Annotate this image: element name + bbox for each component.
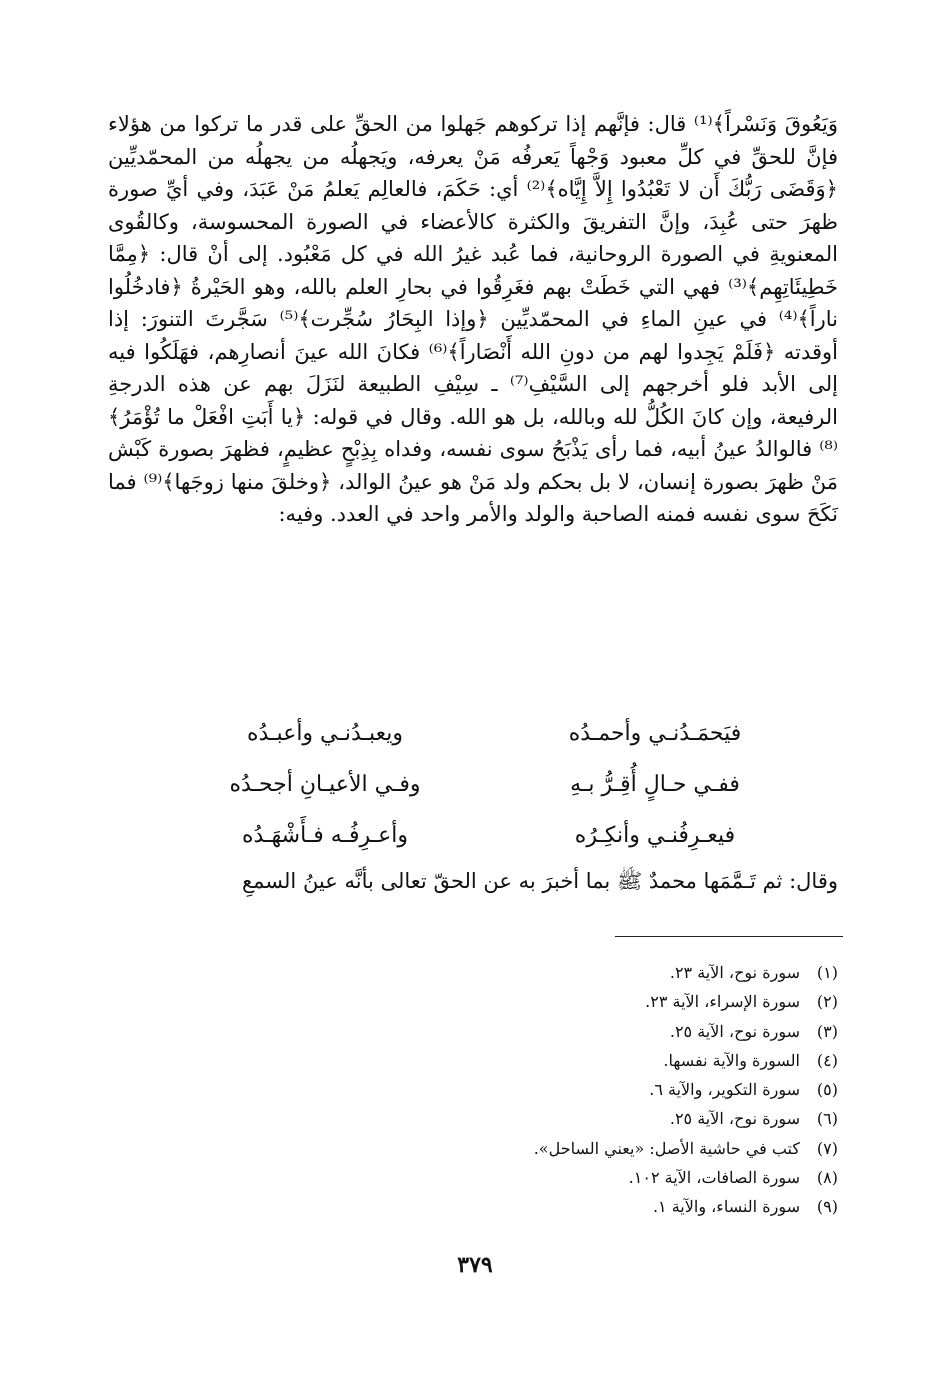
footnote-item xyxy=(238,987,838,1016)
footnote-item xyxy=(238,1192,838,1221)
main-text xyxy=(108,108,838,531)
footnote-number: (٥) xyxy=(816,1080,838,1100)
footnotes xyxy=(238,958,838,1222)
footnote-text: سورة التكوير، والآية ٦. xyxy=(649,1080,800,1100)
verse-line xyxy=(180,708,800,759)
verse-first-hemistich: ففـي حـالٍ أُقِـرُّ بـهِ xyxy=(570,772,740,797)
main-paragraph: وَيَعُوقَ وَنَسْراً﴾⁽¹⁾ قال: فإنَّهم إذا تركوهم جَهلوا من الحقِّ على قدر ما تركوا من هؤلاء فإنَّ للحقِّ في كلِّ معبود وَجْهاً يَعرفُه مَنْ يعرفه، ويَجهلُه من يجهلُه من المحمّديِّين ﴿وَقَضَى رَبُّكَ أَن لا تَعْبُدُوا إِلاَّ إِيَّاه﴾⁽²⁾ أي: حَكَمَ، فالعالِم يَعلمُ مَنْ عَبَدَ، وفي أيِّ صورة ظهرَ حتى عُبِدَ، وإنَّ التفريقَ والكثرة كالأعضاء في الصورة المحسوسة، وكالقُوى المعنويةِ في الصورة الروحانية، فما عُبد غيرُ الله في كل مَعْبُود. إلى أنْ قال: ﴿مِمَّا خَطِيئَاتِهِم﴾⁽³⁾ فهي التي خَطَتْ بهم فغَرِقُوا في بحارِ العلم بالله، وهو الحَيْرةُ ﴿فادخُلُوا ناراً﴾⁽⁴⁾ في عينِ الماءِ في المحمّديِّين ﴿وإذا البِحَارُ سُجِّرت﴾⁽⁵⁾ سَجَّرتَ التنورَ: إذا أوقدته ﴿فَلَمْ يَجِدوا لهم من دونِ الله أَنْصَاراً﴾⁽⁶⁾ فكانَ الله عينَ أنصارِهم، فهَلَكُوا فيه إلى الأبد فلو أخرجهم إلى السَّيْفِ⁽⁷⁾ ـ سِيْفِ الطبيعة لنَزَلَ بهم عن هذه الدرجةِ الرفيعة، وإن كانَ الكُلُّ لله وبالله، بل هو الله. وقال في قوله: ﴿يا أَبَتِ افْعَلْ ما تُؤْمَرُ﴾⁽⁸⁾ فالوالدُ عينُ أبيه، فما رأى يَذْبَحُ سوى نفسه، وفداه بِذِبْحٍ عظيمٍ، فظهرَ بصورة كَبْش مَنْ ظهرَ بصورة إنسان، لا بل بحكم ولد مَنْ هو عينُ الوالد، ﴿وخلقَ منها زوجَها﴾⁽⁹⁾ فما نَكَحَ سوى نفسه فمنه الصاحبة والولد والأمر واحد في العدد. وفيه: xyxy=(108,112,838,526)
footnote-number: (٢) xyxy=(816,992,838,1012)
verse-second-hemistich: وأعـرِفُـه فـأَشْهَـدُه xyxy=(242,823,408,848)
footnote-number: (٦) xyxy=(816,1109,838,1129)
verse-first-hemistich: فيعـرِفُنـي وأنكِـرُه xyxy=(574,823,736,848)
verse-line xyxy=(180,810,800,861)
footnote-item xyxy=(238,1163,838,1192)
verse-line xyxy=(180,759,800,810)
footnote-number: (٩) xyxy=(816,1197,838,1217)
footnote-item xyxy=(238,1017,838,1046)
footnote-text: سورة النساء، والآية ١. xyxy=(652,1197,800,1217)
footnote-item xyxy=(238,1104,838,1133)
footnote-text: سورة نوح، الآية ٢٥. xyxy=(669,1109,800,1129)
footnote-item xyxy=(238,1134,838,1163)
verse-first-hemistich: فيَحمَـدُنـي وأحمـدُه xyxy=(568,721,742,746)
footnote-item xyxy=(238,1075,838,1104)
footnote-text: السورة والآية نفسها. xyxy=(663,1050,800,1070)
footnote-text: سورة نوح، الآية ٢٣. xyxy=(669,963,800,982)
footnote-text: كتب في حاشية الأصل: «يعني الساحل». xyxy=(533,1138,800,1158)
footnote-text: سورة الإسراء، الآية ٢٣. xyxy=(645,992,800,1012)
footnote-text: سورة الصافات، الآية ١٠٢. xyxy=(628,1168,800,1188)
footnote-item xyxy=(238,958,838,987)
footnote-divider xyxy=(615,936,843,937)
poem-verses xyxy=(180,708,800,861)
verse-second-hemistich: وفـي الأعيـانِ أجحـدُه xyxy=(229,772,421,797)
page-number: ٣٧٩ xyxy=(457,1252,493,1278)
verse-second-hemistich: ويعبـدُنـي وأعبـدُه xyxy=(247,721,403,746)
footnote-number: (٨) xyxy=(816,1168,838,1188)
footnote-number: (٤) xyxy=(816,1050,838,1070)
closing-line: وقال: ثم تَـمَّمَها محمدٌ ﷺ بما أخبرَ به عن الحقّ تعالى بأنَّه عينُ السمعِ xyxy=(241,869,838,893)
footnote-number: (٣) xyxy=(816,1021,838,1041)
footnote-number: (٧) xyxy=(816,1138,838,1158)
footnote-number: (١) xyxy=(816,963,838,982)
footnote-text: سورة نوح، الآية ٢٥. xyxy=(669,1021,800,1041)
footnote-item xyxy=(238,1046,838,1075)
